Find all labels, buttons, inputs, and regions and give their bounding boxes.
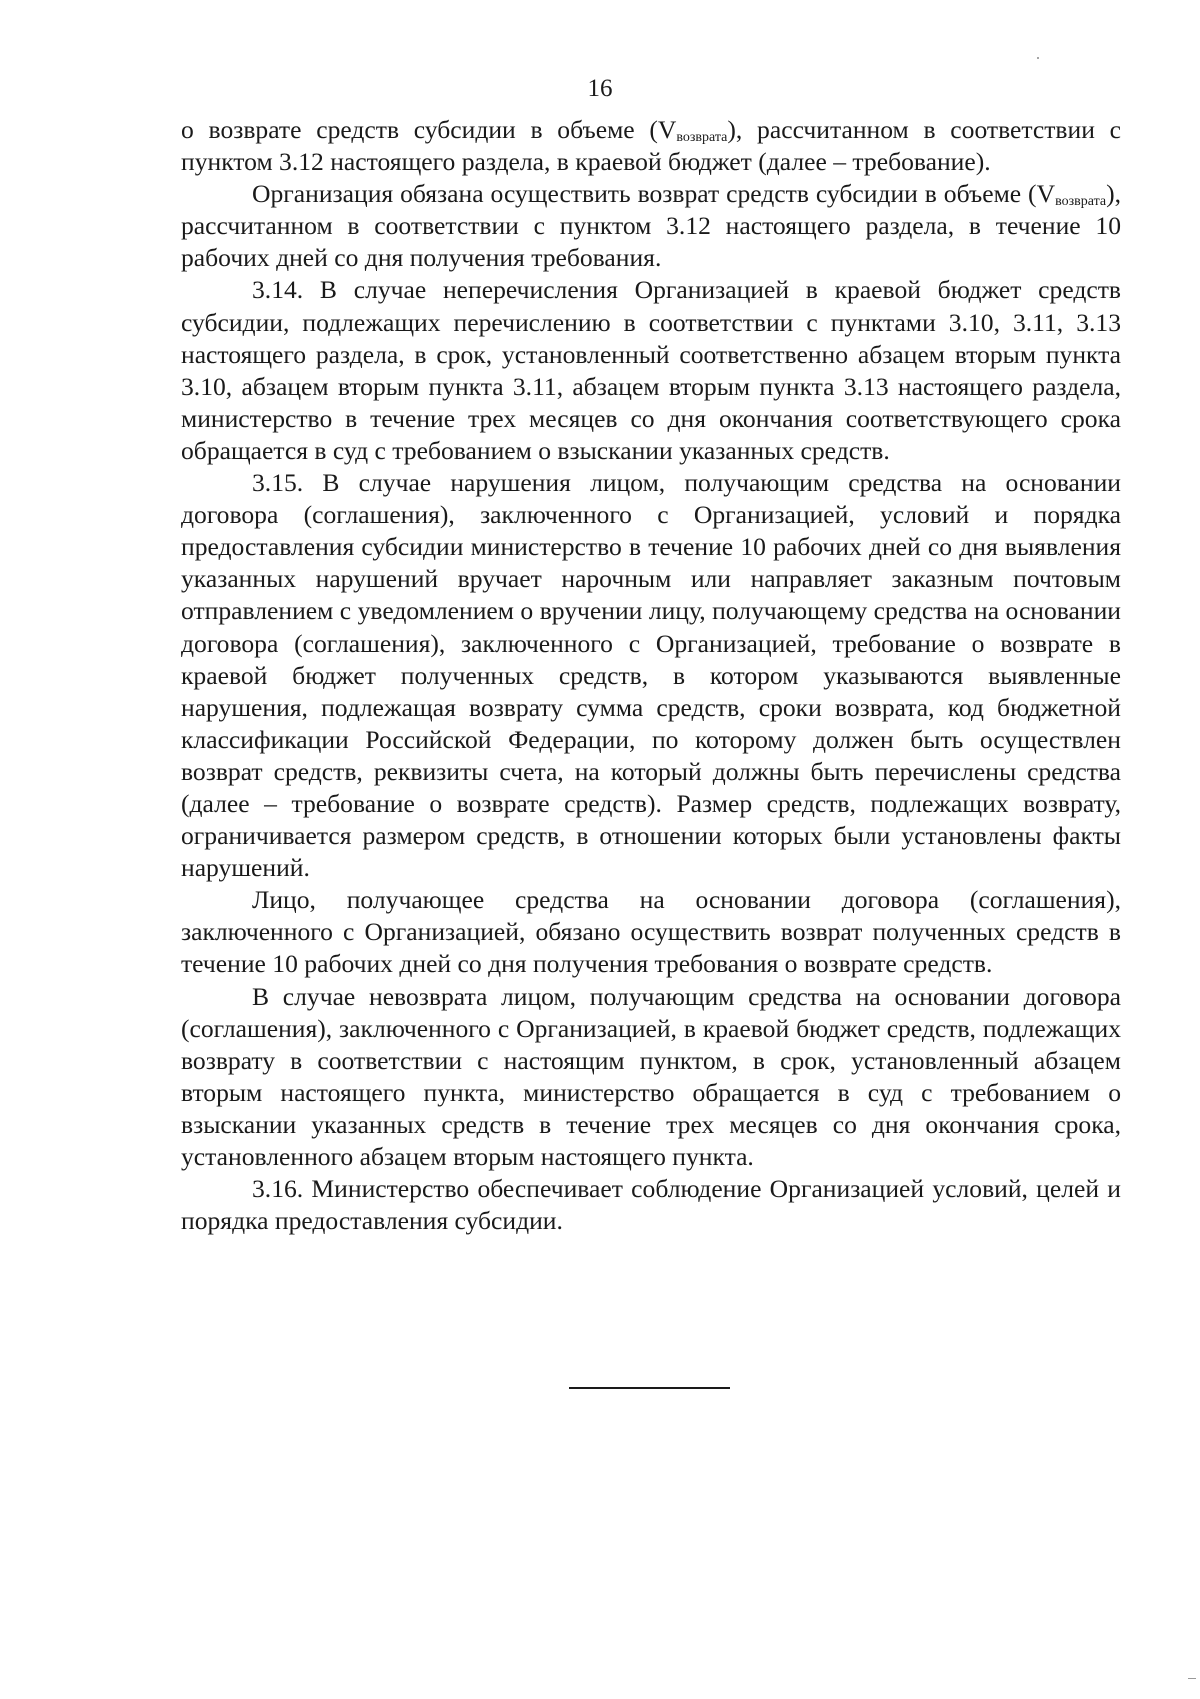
page-number: 16 — [587, 75, 613, 102]
paragraph-3-15: 3.15. В случае нарушения лицом, получающим средства на основании договора (соглашения), заключенного с Организацией, условий и порядка предоставления субсидии министерство в течение 10 рабочих дней со дня выявления указанных нарушений вручает нарочным или направляет заказным почтовым отправлением с уведомлением о вручении лицу, получающему средства на основании договора (соглашения), заключенного с Организацией, требование о возврате в краевой бюджет полученных средств, в котором указываются выявленные нарушения, подлежащая возврату сумма средств, сроки возврата, код бюджетной классификации Российской Федерации, по которому должен быть осуществлен возврат средств, реквизиты счета, на который должны быть перечислены средства (далее – требование о возврате средств). Размер средств, подлежащих возврату, ограничивается размером средств, в отношении которых были установлены факты нарушений. — [181, 468, 1121, 883]
document-body — [181, 114, 1121, 1237]
edge-mark — [1188, 1678, 1196, 1679]
subscript-text: возврата — [1055, 194, 1107, 210]
paragraph-recipient-obligation: Лицо, получающее средства на основании договора (соглашения), заключенного с Организацией, обязано осуществить возврат полученных средств в течение 10 рабочих дней со дня получения требования о возврате средств. — [181, 885, 1121, 979]
paragraph-obligation — [181, 178, 1121, 274]
paragraph-non-return: В случае невозврата лицом, получающим средства на основании договора (соглашения), заключенного с Организацией, в краевой бюджет средств, подлежащих возврату в соответствии с настоящим пунктом, в срок, установленный абзацем вторым настоящего пункта, министерство обращается в суд с требованием о взыскании указанных средств в течение трех месяцев со дня окончания срока, установленного абзацем вторым настоящего пункта. — [181, 981, 1121, 1171]
paragraph-text: ), рассчитанном в соответствии с пунктом 3.12 настоящего раздела, в краевой бюджет (далее – требование). — [181, 115, 1121, 177]
paragraph-text: о возврате средств субсидии в объеме (V — [181, 115, 677, 144]
paragraph-3-16: 3.16. Министерство обеспечивает соблюдение Организацией условий, целей и порядка предоставления субсидии. — [181, 1174, 1121, 1236]
end-of-text-rule — [569, 1387, 730, 1389]
paragraph-continuation — [181, 114, 1121, 178]
subscript-text: возврата — [676, 130, 728, 145]
scan-speck — [1037, 57, 1039, 59]
paragraph-3-14: 3.14. В случае неперечисления Организацией в краевой бюджет средств субсидии, подлежащих перечислению в соответствии с пунктами 3.10, 3.11, 3.13 настоящего раздела, в срок, установленный соответственно абзацем вторым пункта 3.10, абзацем вторым пункта 3.11, абзацем вторым пункта 3.13 настоящего раздела, министерство в течение трех месяцев со дня окончания соответствующего срока обращается в суд с требованием о взыскании указанных средств. — [181, 275, 1121, 465]
paragraph-text: ), рассчитанном в соответствии с пунктом 3.12 настоящего раздела, в течение 10 рабочих дней со дня получения требования. — [181, 179, 1121, 273]
paragraph-text: Организация обязана осуществить возврат средств субсидии в объеме (V — [252, 179, 1056, 209]
